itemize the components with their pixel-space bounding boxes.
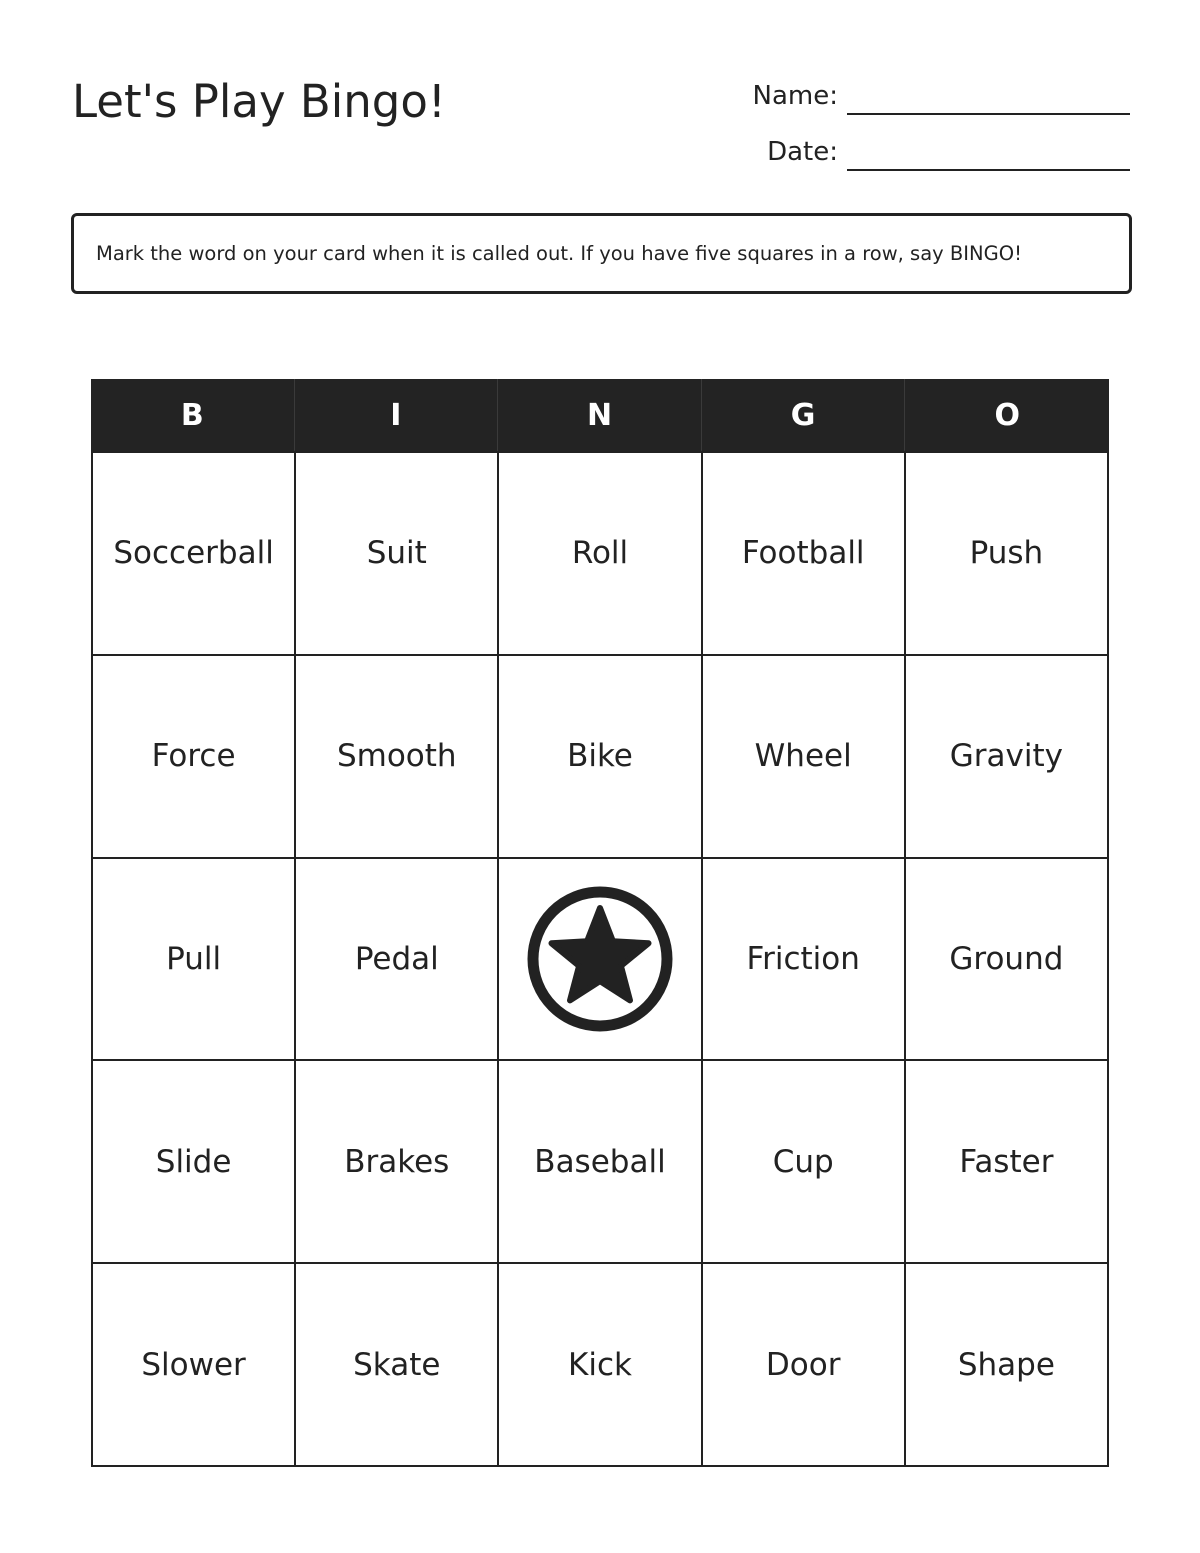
star-circle-icon [525, 884, 675, 1034]
date-field[interactable] [700, 131, 1130, 171]
date-label: Date: [767, 137, 838, 167]
bingo-cell[interactable]: Cup [703, 1061, 906, 1264]
page-title: Let's Play Bingo! [72, 75, 446, 128]
bingo-cell[interactable]: Friction [703, 859, 906, 1062]
bingo-cell[interactable]: Slower [93, 1264, 296, 1467]
bingo-cell[interactable]: Wheel [703, 656, 906, 859]
header-g: G [702, 379, 906, 451]
bingo-cell[interactable]: Baseball [499, 1061, 702, 1264]
bingo-cell[interactable]: Roll [499, 453, 702, 656]
bingo-cell[interactable]: Suit [296, 453, 499, 656]
header-b: B [91, 379, 295, 451]
instructions-box [71, 213, 1132, 294]
header-i: I [295, 379, 499, 451]
bingo-cell[interactable]: Gravity [906, 656, 1109, 859]
bingo-cell[interactable]: Kick [499, 1264, 702, 1467]
bingo-header-row [91, 379, 1109, 451]
bingo-cell[interactable]: Brakes [296, 1061, 499, 1264]
header-n: N [498, 379, 702, 451]
bingo-grid [91, 451, 1109, 1467]
bingo-cell[interactable]: Football [703, 453, 906, 656]
bingo-cell[interactable]: Smooth [296, 656, 499, 859]
bingo-cell[interactable]: Bike [499, 656, 702, 859]
bingo-cell[interactable]: Pedal [296, 859, 499, 1062]
date-line[interactable] [847, 169, 1130, 171]
bingo-card [91, 379, 1109, 1467]
bingo-cell[interactable]: Soccerball [93, 453, 296, 656]
bingo-cell[interactable]: Force [93, 656, 296, 859]
bingo-cell[interactable]: Faster [906, 1061, 1109, 1264]
instructions-text: Mark the word on your card when it is called out. If you have five squares in a row, say BINGO! [96, 242, 1022, 265]
bingo-cell[interactable]: Door [703, 1264, 906, 1467]
bingo-cell[interactable]: Skate [296, 1264, 499, 1467]
name-label: Name: [752, 81, 838, 111]
header-o: O [994, 397, 1020, 433]
bingo-cell[interactable]: Shape [906, 1264, 1109, 1467]
name-field[interactable] [700, 75, 1130, 115]
bingo-cell[interactable]: Slide [93, 1061, 296, 1264]
name-line[interactable] [847, 113, 1130, 115]
bingo-cell[interactable]: Pull [93, 859, 296, 1062]
bingo-cell[interactable]: Push [906, 453, 1109, 656]
free-space-cell[interactable] [499, 859, 702, 1062]
bingo-cell[interactable]: Ground [906, 859, 1109, 1062]
